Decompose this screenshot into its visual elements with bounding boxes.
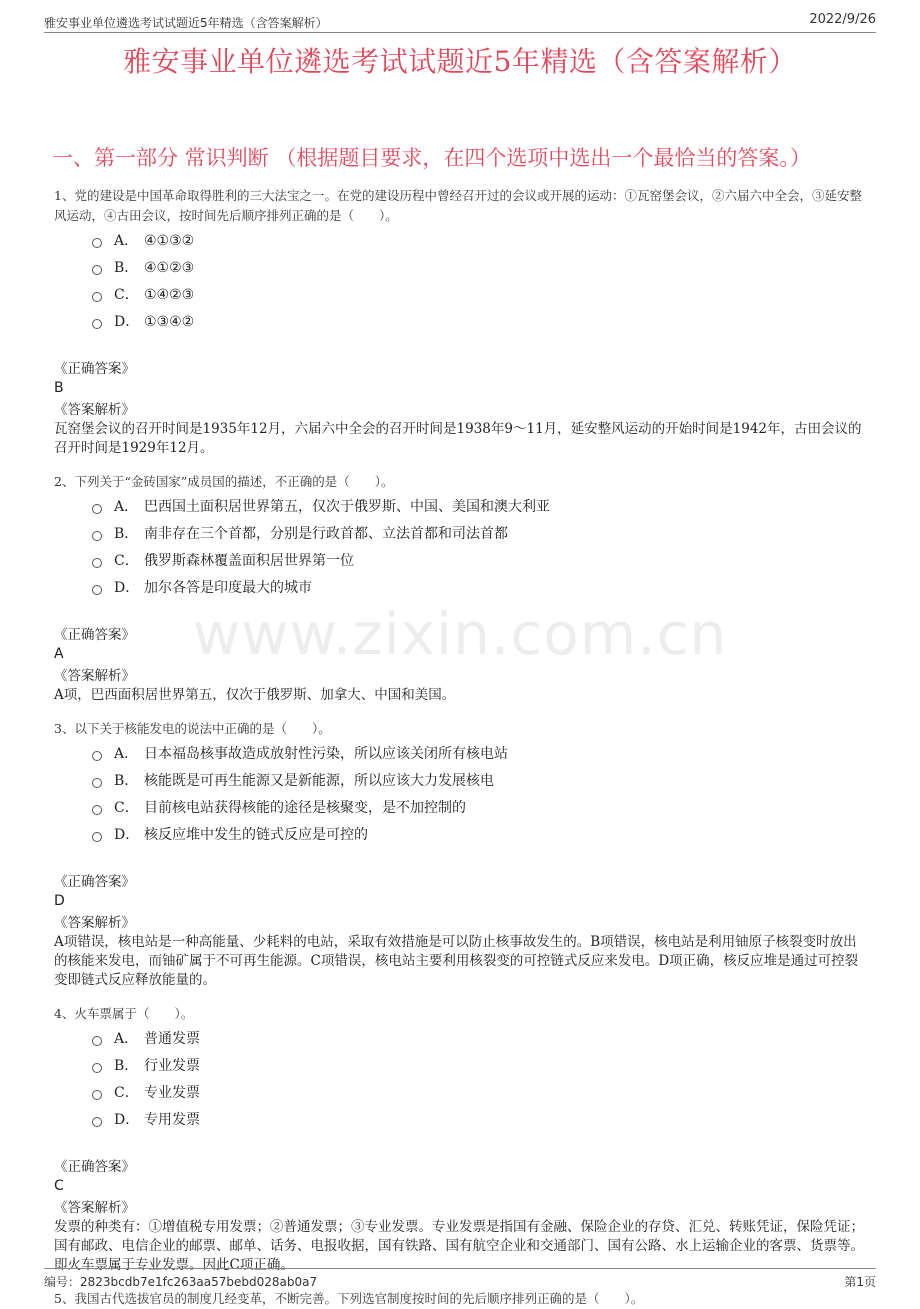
document-code: 编号：2823bcdb7e1fc263aa57bebd028ab0a7: [44, 1275, 318, 1289]
radio-icon[interactable]: [92, 265, 102, 275]
radio-icon[interactable]: [92, 531, 102, 541]
option-c[interactable]: [92, 550, 866, 577]
radio-icon[interactable]: [92, 504, 102, 514]
option-text: 俄罗斯森林覆盖面积居世界第一位: [144, 553, 354, 569]
option-letter: D．: [114, 1112, 140, 1128]
question-list: [54, 186, 866, 1309]
answer-label: 《正确答案》: [54, 627, 135, 643]
question-text: 2、下列关于“金砖国家”成员国的描述，不正确的是（ ）。: [54, 474, 394, 489]
page-header: [44, 12, 876, 33]
explanation-text: 瓦窑堡会议的召开时间是1935年12月，六届六中全会的召开时间是1938年9～11月，延安整风运动的开始时间是1942年，古田会议的召开时间是1929年12月。: [54, 421, 862, 456]
option-letter: D．: [114, 580, 140, 596]
option-text: 核反应堆中发生的链式反应是可控的: [144, 827, 368, 843]
option-list: [92, 230, 866, 338]
section-title: 一、第一部分 常识判断 （根据题目要求，在四个选项中选出一个最恰当的答案。）: [52, 146, 811, 170]
option-letter: C．: [114, 800, 139, 816]
option-list: [92, 1028, 866, 1136]
radio-icon[interactable]: [92, 1090, 102, 1100]
option-letter: A．: [114, 233, 139, 249]
answer-label: 《正确答案》: [54, 874, 135, 890]
option-letter: D．: [114, 314, 140, 330]
watermark: www.zixin.com.cn: [192, 600, 728, 668]
answer-value: B: [54, 380, 64, 396]
explanation-label: 《答案解析》: [54, 668, 135, 684]
header-doc-title: 雅安事业单位遴选考试试题近5年精选（含答案解析）: [44, 16, 328, 30]
option-text: 行业发票: [144, 1058, 200, 1074]
page-number: 第1页: [844, 1275, 876, 1289]
radio-icon[interactable]: [92, 1036, 102, 1046]
option-c[interactable]: [92, 797, 866, 824]
radio-icon[interactable]: [92, 585, 102, 595]
radio-icon[interactable]: [92, 1063, 102, 1073]
option-d[interactable]: [92, 311, 866, 338]
radio-icon[interactable]: [92, 558, 102, 568]
option-text: ④①②③: [144, 260, 195, 276]
option-list: [92, 743, 866, 851]
option-letter: B．: [114, 773, 139, 789]
option-d[interactable]: [92, 824, 866, 851]
question-block: [54, 472, 866, 705]
explanation-label: 《答案解析》: [54, 402, 135, 418]
option-text: 专用发票: [144, 1112, 200, 1128]
option-letter: B．: [114, 1058, 139, 1074]
page-footer: [44, 1268, 876, 1291]
question-text: 4、火车票属于（ ）。: [54, 1006, 194, 1021]
explanation-text: 发票的种类有：①增值税专用发票；②普通发票；③专业发票。专业发票是指国有金融、保险企业的存贷、汇兑、转账凭证，保险凭证；国有邮政、电信企业的邮票、邮单、话务、电报收据，国有铁路、国有航空企业和交通部门、国有公路、水上运输企业的客票、货票等。即火车票属于专业发票。因此C项正确。: [54, 1219, 864, 1273]
question-block: [54, 186, 866, 458]
option-letter: C．: [114, 553, 139, 569]
option-text: 核能既是可再生能源又是新能源，所以应该大力发展核电: [144, 773, 494, 789]
option-d[interactable]: [92, 1109, 866, 1136]
option-b[interactable]: [92, 770, 866, 797]
answer-value: A: [54, 646, 64, 662]
question-block: [54, 1004, 866, 1275]
radio-icon[interactable]: [92, 751, 102, 761]
option-b[interactable]: [92, 1055, 866, 1082]
radio-icon[interactable]: [92, 778, 102, 788]
option-letter: A．: [114, 746, 139, 762]
explanation-label: 《答案解析》: [54, 915, 135, 931]
option-text: ①④②③: [144, 287, 195, 303]
option-b[interactable]: [92, 523, 866, 550]
radio-icon[interactable]: [92, 1117, 102, 1127]
option-a[interactable]: [92, 1028, 866, 1055]
option-text: 目前核电站获得核能的途径是核聚变，是不加控制的: [144, 800, 466, 816]
option-text: 加尔各答是印度最大的城市: [144, 580, 312, 596]
explanation-label: 《答案解析》: [54, 1200, 135, 1216]
radio-icon[interactable]: [92, 292, 102, 302]
option-letter: B．: [114, 526, 139, 542]
question-text: 3、以下关于核能发电的说法中正确的是（ ）。: [54, 721, 331, 736]
answer-value: C: [54, 1178, 64, 1194]
option-list: [92, 496, 866, 604]
option-c[interactable]: [92, 1082, 866, 1109]
option-letter: D．: [114, 827, 140, 843]
document-title: 雅安事业单位遴选考试试题近5年精选（含答案解析）: [123, 45, 797, 78]
answer-label: 《正确答案》: [54, 361, 135, 377]
option-letter: C．: [114, 1085, 139, 1101]
header-date: 2022/9/26: [809, 12, 876, 27]
question-text: 1、党的建设是中国革命取得胜利的三大法宝之一。在党的建设历程中曾经召开过的会议或开展的运动：①瓦窑堡会议，②六届六中全会，③延安整风运动，④古田会议，按时间先后顺序排列正确的是（ ）。: [54, 188, 862, 223]
option-text: ④①③②: [144, 233, 195, 249]
option-letter: A．: [114, 1031, 139, 1047]
option-b[interactable]: [92, 257, 866, 284]
explanation-text: A项错误，核电站是一种高能量、少耗料的电站，采取有效措施是可以防止核事故发生的。B项错误，核电站是利用铀原子核裂变时放出的核能来发电，而铀矿属于不可再生能源。C项错误，核电站主要利用核裂变的可控链式反应来发电。D项正确，核反应堆是通过可控裂变即链式反应释放能量的。: [54, 934, 859, 988]
option-letter: A．: [114, 499, 139, 515]
answer-label: 《正确答案》: [54, 1159, 135, 1175]
option-a[interactable]: [92, 230, 866, 257]
radio-icon[interactable]: [92, 832, 102, 842]
option-text: 南非存在三个首都，分别是行政首都、立法首都和司法首都: [144, 526, 508, 542]
question-block: [54, 719, 866, 990]
option-d[interactable]: [92, 577, 866, 604]
radio-icon[interactable]: [92, 319, 102, 329]
radio-icon[interactable]: [92, 238, 102, 248]
option-text: ①③④②: [144, 314, 195, 330]
option-text: 专业发票: [144, 1085, 200, 1101]
option-text: 普通发票: [144, 1031, 200, 1047]
option-text: 巴西国土面积居世界第五，仅次于俄罗斯、中国、美国和澳大利亚: [144, 499, 550, 515]
option-letter: B．: [114, 260, 139, 276]
explanation-text: A项，巴西面积居世界第五，仅次于俄罗斯、加拿大、中国和美国。: [54, 687, 456, 703]
answer-value: D: [54, 893, 65, 909]
radio-icon[interactable]: [92, 805, 102, 815]
option-letter: C．: [114, 287, 139, 303]
option-text: 日本福岛核事故造成放射性污染，所以应该关闭所有核电站: [144, 746, 508, 762]
option-c[interactable]: [92, 284, 866, 311]
option-a[interactable]: [92, 743, 866, 770]
option-a[interactable]: [92, 496, 866, 523]
question-text: 5、我国古代选拔官员的制度几经变革，不断完善。下列选官制度按时间的先后顺序排列正确的是（ ）。: [54, 1291, 644, 1306]
